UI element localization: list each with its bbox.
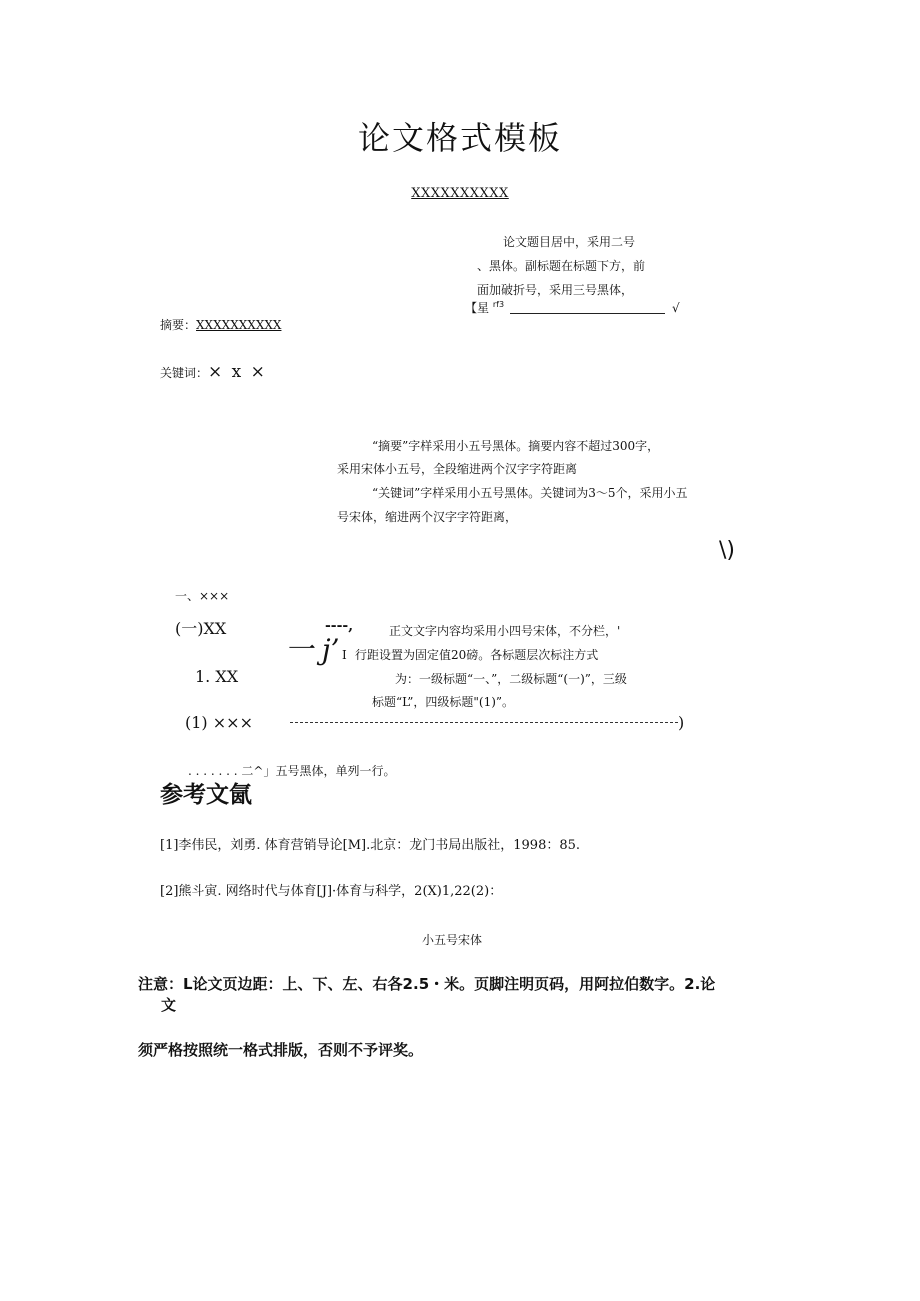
body-note-line-5: . . . . . . . 二^」五号黑体，单列一行。 [188,764,396,778]
keywords-value: × x × [208,362,267,382]
title-note-bracket-sup: rf3 [492,300,505,309]
reference-item-2: [2]熊斗寅. 网络时代与体育[J]·体育与科学，2(X)1,22(2)： [160,884,503,899]
outline-level-4: (1) ××× [185,713,253,732]
title-note-line-2: 、黑体。副标题在标题下方，前 [477,259,646,273]
outline-level-1: 一、××× [175,589,230,603]
body-note-line-4: 标题“L”，四级标题"(1)”。 [372,695,515,709]
title-note-underline [510,313,665,314]
scribble-mark: 一 j’ [285,633,340,666]
keywords-label: 关键词： [160,366,209,380]
body-note-line-2: 行距设置为固定值20磅。各标题层次标注方式 [355,648,599,662]
references-heading: 参考文氤 [160,782,252,808]
abstract-note-line-4: 号宋体，缩进两个汉字字符距离， [337,510,518,524]
title-note-bracket-text: 【星 [465,301,490,315]
title-note-bracket [465,301,504,314]
abstract-note-line-1: “摘要”字样采用小五号黑体。摘要内容不超过300字， [372,439,660,453]
scribble-mark-i: I [342,648,347,662]
abstract-label: 摘要： [160,318,197,332]
outline-level-4-end: ) [678,713,685,732]
title-note-check: √ [672,301,680,315]
body-note-line-1: 正文文字内容均采用小四号宋体，不分栏，' [389,624,621,638]
abstract-note-line-3: “关键词”字样采用小五号黑体。关键词为3～5个，采用小五 [372,486,688,500]
footer-note-line-2: 文 [161,996,177,1014]
subtitle: XXXXXXXXXX [411,186,509,201]
title-note-line-3: 面加破折号，采用三号黑体， [477,283,634,297]
page-title: 论文格式模板 [357,119,562,157]
abstract-line [160,319,281,331]
outline-level-4-dashes [290,722,678,723]
footer-note-line-1: 注意：L论文页边距：上、下、左、右各2.5・米。页脚注明页码，用阿拉伯数字。2.论 [138,975,716,993]
title-note-line-1: 论文题目居中，采用二号 [503,235,636,249]
outline-level-3: 1. XX [195,667,239,686]
footer-note-line-3: 须严格按照统一格式排版，否则不予评奖。 [138,1041,424,1059]
outline-level-2: (一)XX [175,619,227,638]
references-note: 小五号宋体 [421,933,482,947]
abstract-note-line-2: 采用宋体小五号，全段缩进两个汉字字符距离 [337,462,578,476]
reference-item-1: [1]李伟民，刘勇. 体育营销导论[M].北京：龙门书局出版社，1998：85. [160,838,581,853]
abstract-note-mark: \) [719,538,735,563]
keywords-line [160,364,267,381]
abstract-value: XXXXXXXXXX [196,318,282,332]
body-note-line-3: 为：一级标题“一、”，二级标题“(一)”，三级 [395,672,627,686]
outline-level-2-dash: ----, [325,618,354,634]
